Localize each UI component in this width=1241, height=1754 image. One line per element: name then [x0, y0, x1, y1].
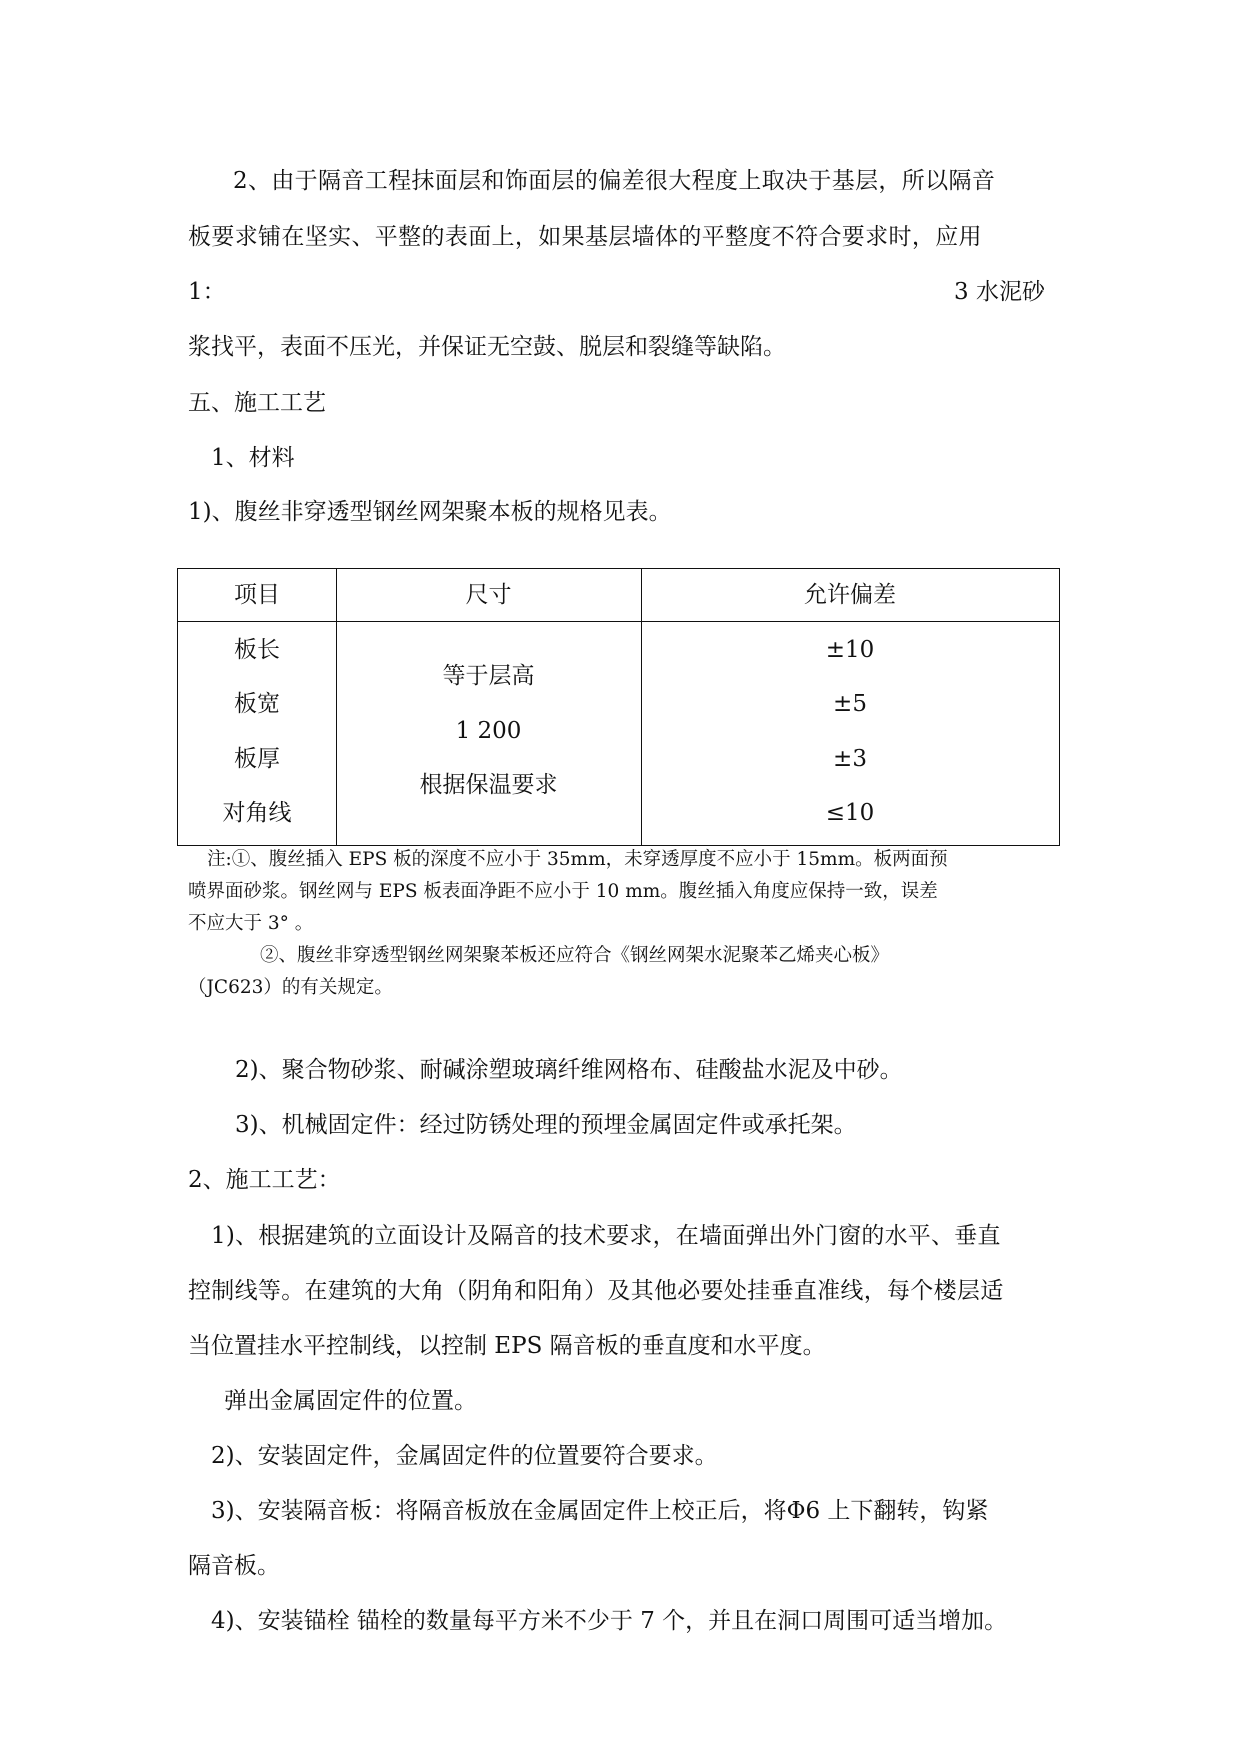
step-1-line-1: 1)、根据建筑的立面设计及隔音的技术要求，在墙面弹出外门窗的水平、垂直: [211, 1223, 1001, 1249]
spec-table: [177, 568, 1060, 846]
para-2-line-2: 板要求铺在坚实、平整的表面上，如果基层墙体的平整度不符合要求时，应用: [188, 224, 982, 250]
para-2-line-3-right: 3 水泥砂: [954, 279, 1045, 305]
section-heading: 五、施工工艺: [188, 390, 326, 416]
table-cell-item: 板厚: [234, 746, 280, 772]
para-2-line-3-left: 1：: [188, 279, 226, 305]
step-1-line-2: 控制线等。在建筑的大角（阴角和阳角）及其他必要处挂垂直准线，每个楼层适: [188, 1278, 1004, 1304]
table-note-line: 注:①、腹丝插入 EPS 板的深度不应小于 35mm，未穿透厚度不应小于 15mm。板两面预: [207, 849, 948, 870]
table-cell-tolerance: ±3: [833, 746, 867, 772]
step-1-line-3: 当位置挂水平控制线，以控制 EPS 隔音板的垂直度和水平度。: [188, 1333, 826, 1359]
material-item-1: 1)、腹丝非穿透型钢丝网架聚本板的规格见表。: [188, 499, 672, 525]
table-cell-tolerance: ≤10: [825, 800, 875, 826]
material-item-3: 3)、机械固定件：经过防锈处理的预埋金属固定件或承托架。: [235, 1112, 857, 1138]
step-1-line-4: 弹出金属固定件的位置。: [224, 1388, 477, 1414]
para-2-line-1: 2、由于隔音工程抹面层和饰面层的偏差很大程度上取决于基层，所以隔音: [233, 168, 996, 194]
table-note-line: ②、腹丝非穿透型钢丝网架聚苯板还应符合《钢丝网架水泥聚苯乙烯夹心板》: [260, 945, 890, 966]
subsection-heading-materials: 1、材料: [211, 445, 295, 471]
step-3-line-1: 3)、安装隔音板：将隔音板放在金属固定件上校正后，将Φ6 上下翻转，钩紧: [211, 1498, 989, 1524]
table-header-item: 项目: [234, 582, 280, 608]
table-cell-size: 1 200: [455, 718, 522, 744]
table-divider: [336, 569, 337, 845]
table-cell-tolerance: ±5: [833, 691, 867, 717]
step-3-line-2: 隔音板。: [188, 1553, 280, 1579]
table-header-size: 尺寸: [465, 582, 512, 608]
table-cell-item: 对角线: [222, 800, 292, 826]
material-item-2: 2)、聚合物砂浆、耐碱涂塑玻璃纤维网格布、硅酸盐水泥及中砂。: [235, 1057, 903, 1083]
table-cell-size: 等于层高: [442, 663, 535, 689]
para-2-line-4: 浆找平，表面不压光，并保证无空鼓、脱层和裂缝等缺陷。: [188, 334, 786, 360]
table-divider: [178, 621, 1059, 622]
table-note-line: 不应大于 3° 。: [188, 913, 314, 934]
subsection-heading-process: 2、施工工艺：: [188, 1167, 341, 1193]
table-header-tolerance: 允许偏差: [804, 582, 896, 608]
table-cell-item: 板宽: [234, 691, 280, 717]
table-cell-size: 根据保温要求: [419, 772, 558, 798]
table-note-line: 喷界面砂浆。钢丝网与 EPS 板表面净距不应小于 10 mm。腹丝插入角度应保持一致，误差: [188, 881, 938, 902]
table-cell-item: 板长: [234, 637, 280, 663]
step-2: 2)、安装固定件，金属固定件的位置要符合要求。: [211, 1443, 718, 1469]
table-cell-tolerance: ±10: [825, 637, 875, 663]
table-note-line: （JC623）的有关规定。: [188, 977, 393, 998]
step-4: 4)、安装锚栓 锚栓的数量每平方米不少于 7 个，并且在洞口周围可适当增加。: [211, 1608, 1008, 1634]
